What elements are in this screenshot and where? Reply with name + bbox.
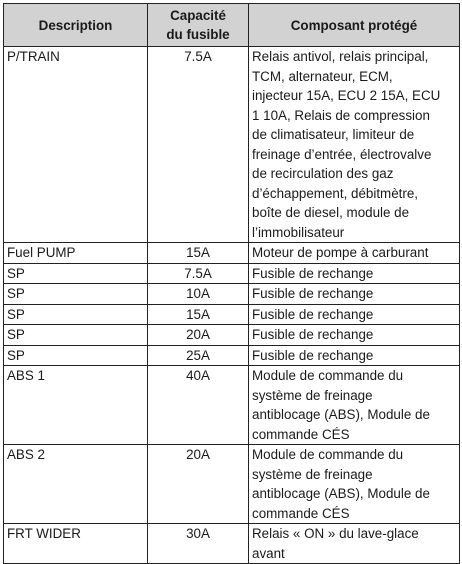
fuse-capacity: 10A (148, 284, 249, 305)
table-body (4, 47, 460, 564)
component-line: l’immobilisateur (252, 224, 345, 240)
table-row (4, 263, 460, 284)
table-row (4, 345, 460, 366)
component-line: Module de commande du (252, 368, 404, 383)
header-component: Composant protégé (249, 4, 460, 47)
fuse-capacity: 20A (148, 325, 249, 346)
fuse-description: SP (4, 263, 148, 284)
fuse-table (3, 3, 460, 564)
fuse-protected-component (249, 263, 460, 284)
fuse-capacity: 7.5A (148, 47, 249, 243)
component-line: système de freinage (252, 387, 373, 403)
fuse-protected-component (249, 366, 460, 445)
fuse-protected-component (249, 47, 460, 243)
component-line: système de freinage (252, 466, 373, 482)
fuse-capacity: 7.5A (148, 263, 249, 284)
component-line: Relais « ON » du lave-glace (252, 526, 419, 541)
fuse-capacity: 25A (148, 345, 249, 366)
component-line: Fusible de rechange (252, 306, 374, 322)
component-line: d’échappement, débitmètre, (252, 185, 418, 201)
fuse-description: SP (4, 325, 148, 346)
table-row (4, 366, 460, 445)
fuse-protected-component (249, 304, 460, 325)
table-row (4, 524, 460, 564)
component-line: freinage d’entrée, électrovalve (252, 146, 432, 162)
component-line: TCM, alternateur, ECM, (252, 68, 393, 84)
table-row (4, 284, 460, 305)
fuse-protected-component (249, 243, 460, 264)
component-line: Module de commande du (252, 447, 404, 462)
component-line: 1 10A, Relais de compression (252, 107, 430, 123)
component-line: de climatisateur, limiteur de (252, 127, 415, 142)
component-line: antiblocage (ABS), Module de (252, 407, 430, 422)
component-line: Fusible de rechange (252, 265, 374, 281)
component-line: injecteur 15A, ECU 2 15A, ECU (252, 88, 441, 103)
component-line: Moteur de pompe à carburant (252, 245, 429, 260)
component-line: antiblocage (ABS), Module de (252, 486, 430, 501)
table-header (4, 4, 460, 47)
component-line: commande CÉS (252, 505, 350, 521)
component-line: avant (252, 545, 285, 561)
fuse-description: SP (4, 345, 148, 366)
table-row (4, 47, 460, 243)
fuse-description: ABS 2 (4, 445, 148, 524)
header-capacity-line2: du fusible (166, 27, 230, 42)
component-line: Fusible de rechange (252, 347, 374, 363)
fuse-protected-component (249, 445, 460, 524)
table-row (4, 304, 460, 325)
fuse-protected-component (249, 325, 460, 346)
fuse-capacity: 20A (148, 445, 249, 524)
component-line: Relais antivol, relais principal, (252, 49, 429, 64)
table-row (4, 243, 460, 264)
component-line: commande CÉS (252, 426, 350, 442)
table-row (4, 445, 460, 524)
fuse-capacity: 15A (148, 304, 249, 325)
fuse-description: ABS 1 (4, 366, 148, 445)
component-line: Fusible de rechange (252, 327, 374, 342)
table-row (4, 325, 460, 346)
fuse-description: SP (4, 284, 148, 305)
header-capacity-line1: Capacité (170, 8, 226, 23)
fuse-protected-component (249, 284, 460, 305)
component-line: de recirculation des gaz (252, 166, 394, 181)
fuse-capacity: 15A (148, 243, 249, 264)
header-row (4, 4, 460, 47)
component-line: boîte de diesel, module de (252, 205, 410, 220)
fuse-description: Fuel PUMP (4, 243, 148, 264)
fuse-capacity: 30A (148, 524, 249, 564)
fuse-protected-component (249, 345, 460, 366)
header-description: Description (4, 4, 148, 47)
header-capacity (148, 4, 249, 47)
component-line: Fusible de rechange (252, 286, 374, 301)
fuse-capacity: 40A (148, 366, 249, 445)
fuse-protected-component (249, 524, 460, 564)
fuse-description: SP (4, 304, 148, 325)
fuse-description: P/TRAIN (4, 47, 148, 243)
fuse-description: FRT WIDER (4, 524, 148, 564)
